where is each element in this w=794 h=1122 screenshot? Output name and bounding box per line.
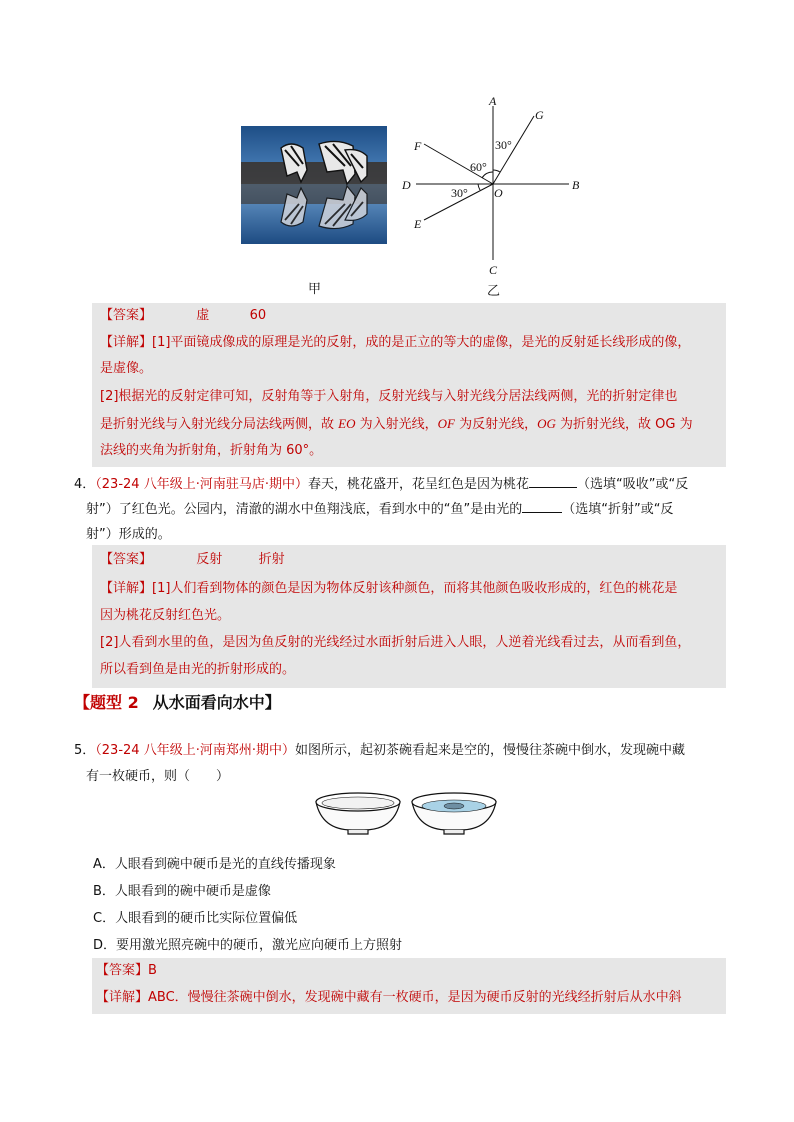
point-B-label: B <box>572 178 580 192</box>
q4-detail-line-4: 所以看到鱼是由光的折射形成的。 <box>100 662 296 677</box>
section-heading <box>74 690 281 713</box>
q4-answer-line <box>100 553 285 567</box>
q5-line-2: 有一枚硬币，则（ ） <box>86 769 230 784</box>
q3-detail-line-1: 【详解】[1]平面镜成像成的原理是光的反射，成的是正立的等大的虚像，是光的反射延长线形成的像， <box>100 335 691 350</box>
point-A-label: A <box>489 94 497 108</box>
q4-line-3: 射”）形成的。 <box>86 527 171 542</box>
zebra-reflection-photo <box>241 126 387 244</box>
point-E-label: E <box>414 217 422 231</box>
detail-text: 为入射光线， <box>355 417 438 432</box>
q3-detail-line-3: [2]根据光的反射定律可知，反射角等于入射角，反射光线与入射光线分居法线两侧，光的折射定律也 <box>100 389 678 404</box>
empty-bowl <box>316 793 400 834</box>
bowl-with-water <box>412 793 496 834</box>
tea-bowls-figure <box>312 790 502 836</box>
ray-diagram <box>396 92 590 297</box>
answer-label: 【答案】 <box>100 552 153 567</box>
q3-answer-line <box>100 309 266 323</box>
section-label: 【题型 2 <box>74 693 139 712</box>
q4-text: （选填“折射”或“反 <box>562 502 674 517</box>
q5-source: （23-24 八年级上·河南郑州·期中） <box>95 743 295 758</box>
q3-detail-line-4 <box>100 417 693 432</box>
q5-detail-line-1: 【详解】ABC．慢慢往茶碗中倒水，发现碗中藏有一枚硬币，是因为硬币反射的光线经折射后从水中斜 <box>96 990 682 1005</box>
q4-source: （23-24 八年级上·河南驻马店·期中） <box>95 477 308 492</box>
answer-2: 折射 <box>258 552 285 567</box>
q5-answer: 【答案】B <box>96 963 157 978</box>
angle-30-left-label: 30° <box>451 186 468 200</box>
angle-30-top-label: 30° <box>495 138 512 152</box>
q5-option-b[interactable]: B．人眼看到的碗中硬币是虚像 <box>93 884 271 899</box>
q3-detail-line-5: 法线的夹角为折射角，折射角为 60°。 <box>100 443 323 458</box>
angle-60-label: 60° <box>470 160 487 174</box>
q5-option-c[interactable]: C．人眼看到的硬币比实际位置偏低 <box>93 911 298 926</box>
point-G-label: G <box>535 108 544 122</box>
q5-text: 如图所示，起初茶碗看起来是空的，慢慢往茶碗中倒水，发现碗中藏 <box>294 743 685 758</box>
answer-label: 【答案】 <box>100 308 153 323</box>
q5-option-a[interactable]: A．人眼看到碗中硬币是光的直线传播现象 <box>93 857 336 872</box>
angle-arc-30-top <box>493 170 500 172</box>
q4-blank-1[interactable] <box>529 475 577 488</box>
answer-1: 反射 <box>196 552 223 567</box>
q4-line-1 <box>74 473 688 492</box>
q4-detail-line-1: 【详解】[1]人们看到物体的颜色是因为物体反射该种颜色，而将其他颜色吸收形成的，红色的桃花是 <box>100 581 678 596</box>
ray-name-OF: OF <box>437 416 455 431</box>
q5-line-1 <box>74 739 685 758</box>
q4-text: （选填“吸收”或“反 <box>576 477 689 492</box>
point-F-label: F <box>414 139 422 153</box>
detail-text: 为反射光线， <box>454 417 538 432</box>
figure-label-yi: 乙 <box>487 284 501 297</box>
angle-arc-30-left <box>478 184 480 190</box>
ray-name-OG: OG <box>537 416 556 431</box>
q4-blank-2[interactable] <box>522 500 562 513</box>
q3-detail-line-2: 是虚像。 <box>100 361 153 376</box>
q5-answer-block <box>92 958 726 1014</box>
answer-2: 60 <box>249 308 267 323</box>
point-C-label: C <box>489 263 498 277</box>
q4-number: 4． <box>74 477 96 492</box>
q4-detail-line-2: 因为桃花反射红色光。 <box>100 608 231 623</box>
ray-name-EO: EO <box>338 416 356 431</box>
figure-label-jia: 甲 <box>308 282 322 297</box>
section-title: 从水面看向水中】 <box>152 693 281 712</box>
q5-number: 5． <box>74 743 96 758</box>
detail-text: 为折射光线，故 OG 为 <box>555 417 693 432</box>
q5-option-d[interactable]: D．要用激光照亮碗中的硬币，激光应向硬币上方照射 <box>93 938 403 953</box>
detail-text: 是折射光线与入射光线分局法线两侧，故 <box>100 417 339 432</box>
q4-line-2 <box>86 498 673 517</box>
q4-text: 春天，桃花盛开，花呈红色是因为桃花 <box>307 477 529 492</box>
zebra-photo-image <box>241 126 387 244</box>
point-O-label: O <box>494 186 503 200</box>
answer-1: 虚 <box>196 308 210 323</box>
q4-detail-line-3: [2]人看到水里的鱼，是因为鱼反射的光线经过水面折射后进入人眼，人逆着光线看过去，从而看到鱼， <box>100 635 691 650</box>
point-D-label: D <box>402 178 411 192</box>
q4-text: 射”）了红色光。公园内，清澈的湖水中鱼翔浅底，看到水中的“鱼”是由光的 <box>86 502 523 517</box>
